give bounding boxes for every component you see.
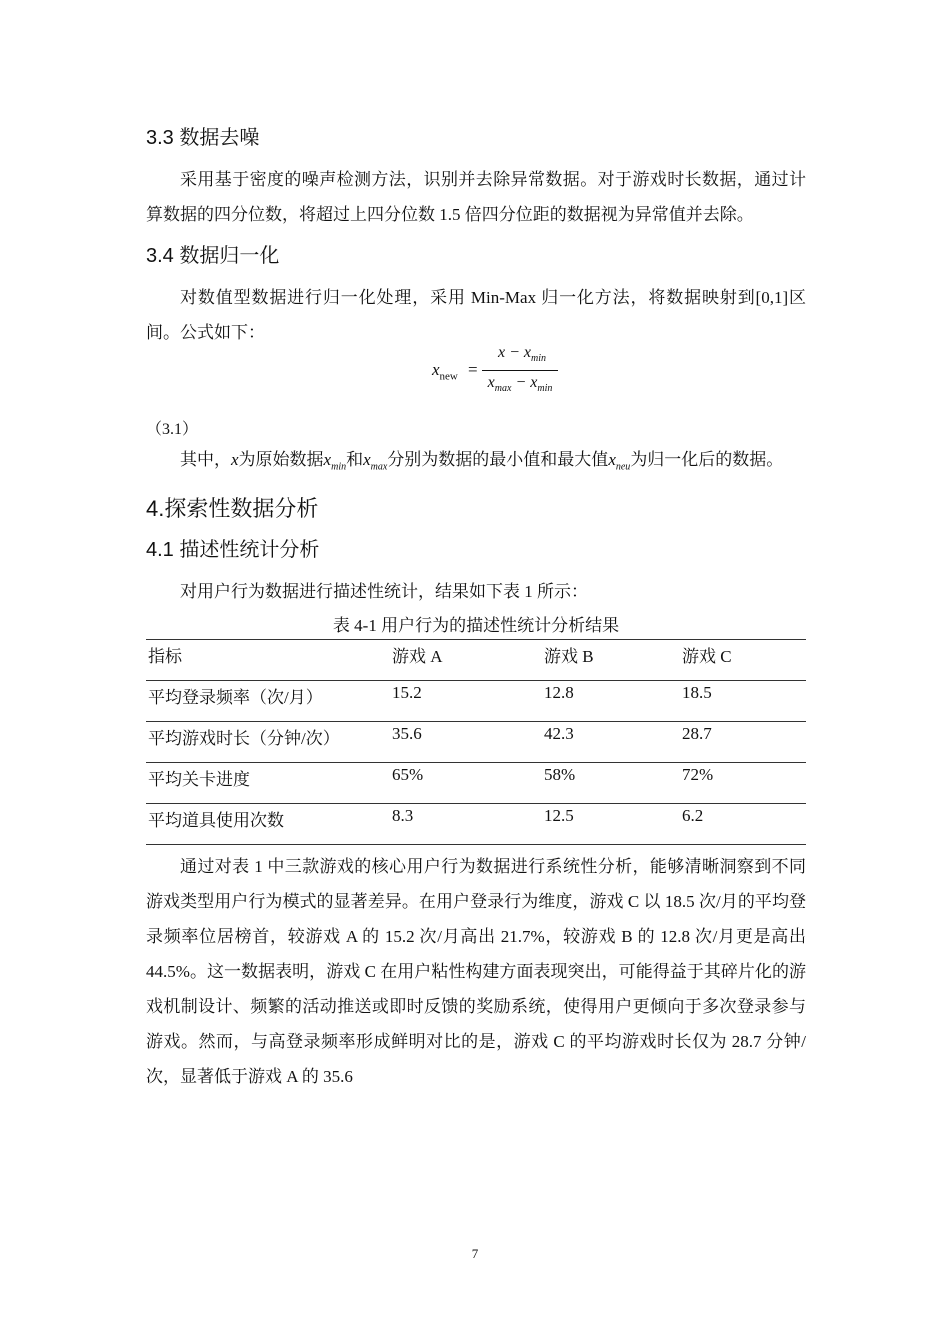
table-cell: 平均登录频率（次/月） xyxy=(146,681,390,722)
table-row xyxy=(146,722,806,763)
table-row xyxy=(146,804,806,845)
section-3-3 xyxy=(146,124,806,232)
table-cell: 35.6 xyxy=(390,722,542,763)
table-cell: 平均关卡进度 xyxy=(146,763,390,804)
paragraph: 对数值型数据进行归一化处理，采用 Min-Max 归一化方法，将数据映射到[0,1]区间。公式如下： xyxy=(146,288,806,342)
chapter-heading: 4.探索性数据分析 xyxy=(146,496,319,522)
table-cell: 28.7 xyxy=(680,722,806,763)
section-heading: 3.4 数据归一化 xyxy=(146,245,280,267)
analysis-paragraph: 通过对表 1 中三款游戏的核心用户行为数据进行系统性分析，能够清晰洞察到不同游戏类型用户行为模式的显著差异。在用户登录行为维度，游戏 C 以 18.5 次/月的平均登录频率位居榜首，较游戏 A 的 15.2 次/月高出 21.7%，较游戏 B 的 12.8 次/月更是高出 44.5%。这一数据表明，游戏 C 在用户粘性构建方面表现突出，可能得益于其碎片化的游戏机制设计、频繁的活动推送或即时反馈的奖励系统，使得用户更倾向于多次登录参与游戏。然而，与高登录频率形成鲜明对比的是，游戏 C 的平均游戏时长仅为 28.7 分钟/次，显著低于游戏 A 的 35.6 xyxy=(146,857,806,1087)
section-4 xyxy=(146,494,806,524)
equation-number: （3.1） xyxy=(146,421,199,438)
table-cell: 72% xyxy=(680,763,806,804)
table-header-cell: 指标 xyxy=(146,640,390,681)
table-cell: 65% xyxy=(390,763,542,804)
table-cell: 58% xyxy=(542,763,680,804)
formula-equals: = xyxy=(468,360,478,379)
statistics-table xyxy=(146,639,806,845)
table-cell: 8.3 xyxy=(390,804,542,845)
table-header-cell: 游戏 B xyxy=(542,640,680,681)
section-heading: 4.1 描述性统计分析 xyxy=(146,539,320,562)
formula-lhs: $x_{new}$ xyxy=(432,360,458,383)
formula-numerator: $x - x_{min}$ xyxy=(498,344,546,365)
table-cell: 18.5 xyxy=(680,681,806,722)
paragraph: 对用户行为数据进行描述性统计，结果如下表 1 所示： xyxy=(180,582,588,602)
table-header-cell: 游戏 A xyxy=(390,640,542,681)
section-3-4 xyxy=(146,242,806,484)
section-heading: 3.3 数据去噪 xyxy=(146,127,260,149)
table-cell: 12.8 xyxy=(542,681,680,722)
table-header-cell: 游戏 C xyxy=(680,640,806,681)
page-number: 7 xyxy=(471,1246,479,1261)
paragraph: 采用基于密度的噪声检测方法，识别并去除异常数据。对于游戏时长数据，通过计算数据的四分位数，将超过上四分位数 1.5 倍四分位距的数据视为异常值并去除。 xyxy=(146,170,806,224)
table-cell: 15.2 xyxy=(390,681,542,722)
table-cell: 42.3 xyxy=(542,722,680,763)
fraction-bar xyxy=(482,370,558,371)
table-row xyxy=(146,681,806,722)
table-row xyxy=(146,763,806,804)
table-cell: 12.5 xyxy=(542,804,680,845)
formula-explanation: 其中，x为原始数据$x_{min}$和$x_{max}$分别为数据的最小值和最大值$x_{neu}$为归一化后的数据。 xyxy=(180,450,784,473)
normalization-formula xyxy=(146,344,806,418)
table-cell: 平均道具使用次数 xyxy=(146,804,390,845)
table-cell: 平均游戏时长（分钟/次） xyxy=(146,722,390,763)
page-content xyxy=(146,124,806,1094)
formula-denominator: $x_{max} - x_{min}$ xyxy=(487,374,553,395)
table-caption: 表 4-1 用户行为的描述性统计分析结果 xyxy=(332,616,620,636)
table-header-row xyxy=(146,640,806,681)
table-cell: 6.2 xyxy=(680,804,806,845)
section-4-1 xyxy=(146,536,806,1094)
